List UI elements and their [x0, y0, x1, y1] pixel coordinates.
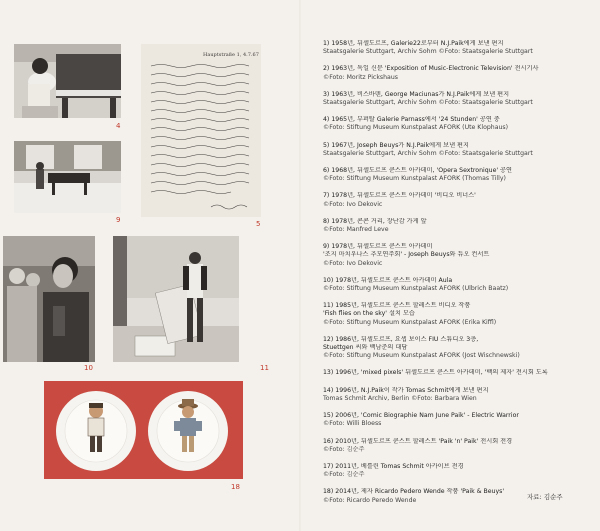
caption-title: 4) 1965년, 부퍼탈 Galerie Parnass에서 '24 Stunden' 공연 중	[323, 116, 500, 124]
caption-item	[323, 243, 585, 268]
caption-title-line2: 'Fish flies on the sky' 설치 모습	[323, 310, 415, 318]
caption-title: 12) 1986년, 뒤셀도르프, 요셉 보이스 FIU 스튜디오 3층,	[323, 335, 479, 343]
piano-performance-image	[14, 44, 121, 118]
photo-18	[44, 381, 243, 479]
caption-title: 11) 1985년, 뒤셀도르프 쿤스트 할레스트 비디오 작품	[323, 302, 471, 310]
caption-source: ©Foto: Stiftung Museum Kunstpalast AFORK (Ute Klophaus)	[323, 124, 509, 132]
caption-source: ©Foto: Stiftung Museum Kunstpalast AFORK (Erika Kiffl)	[323, 318, 497, 326]
caption-source: Staatsgalerie Stuttgart, Archiv Sohm ©Foto: Staatsgalerie Stuttgart	[323, 48, 533, 56]
caption-item	[323, 412, 585, 428]
caption-source: ©Foto: Moritz Pickshaus	[323, 73, 398, 81]
photo-number-5: 5	[256, 220, 261, 228]
handwritten-letter-image	[141, 44, 261, 217]
photo-9	[14, 141, 121, 213]
caption-item	[323, 116, 585, 132]
photo-5	[141, 44, 261, 217]
photo-number-10: 10	[84, 364, 93, 372]
photo-4	[14, 44, 121, 118]
caption-source: ©Foto: Stiftung Museum Kunstpalast AFORK (Jost Wischnewski)	[323, 352, 520, 360]
caption-title: 3) 1963년, 비스바덴, George Maciunas가 N.J.Paik에게 보낸 편지	[323, 90, 510, 98]
caption-source: Staatsgalerie Stuttgart, Archiv Sohm ©Foto: Staatsgalerie Stuttgart	[323, 99, 533, 107]
photo-11	[113, 236, 239, 362]
caption-title: 14) 1996년, N.J.Paik이 작가 Tomas Schmit에게 보낸 편지	[323, 386, 489, 394]
photo-number-9: 9	[116, 216, 121, 224]
caption-title: 13) 1996년, 'mixed pixels' 뒤셀도르프 쿤스트 아카데미, '백의 제자' 전시회 도록	[323, 369, 548, 377]
caption-source: ©Foto: Stiftung Museum Kunstpalast AFORK (Ulbrich Baatz)	[323, 285, 509, 293]
photo-number-4: 4	[116, 122, 121, 130]
caption-item	[323, 167, 585, 183]
photo-number-18: 18	[231, 483, 240, 491]
paik-beuys-plates-image	[44, 381, 243, 479]
caption-source: ©Foto: 김순주	[323, 471, 365, 479]
photo-number-11: 11	[260, 364, 269, 372]
caption-item	[323, 40, 585, 56]
caption-item	[323, 438, 585, 454]
caption-title: 16) 2010년, 뒤셀도르프 쿤스트 할레스트 'Paik 'n' Paik' 전시회 전경	[323, 437, 513, 445]
source-credit: 자료: 김순주	[527, 493, 563, 501]
caption-item	[323, 463, 585, 479]
caption-source: ©Foto: Stiftung Museum Kunstpalast AFORK (Thomas Tilly)	[323, 175, 506, 183]
page-fold	[299, 0, 301, 531]
caption-source: ©Foto: Ivo Dekovic	[323, 200, 383, 208]
caption-item	[323, 91, 585, 107]
caption-title: 2) 1963년, 독일 신문 'Exposition of Music-Electronic Television' 전시기사	[323, 65, 539, 73]
installation-image	[113, 236, 239, 362]
caption-title: 18) 2014년, 제자 Ricardo Pedero Wende 작품 'Paik & Beuys'	[323, 488, 505, 496]
caption-source: ©Foto: 김순주	[323, 445, 365, 453]
caption-item	[323, 277, 585, 293]
caption-item	[323, 387, 585, 403]
caption-title: 5) 1967년, Joseph Beuys가 N.J.Paik에게 보낸 편지	[323, 141, 469, 149]
caption-source: Tomas Schmit Archiv, Berlin ©Foto: Barbara Wien	[323, 394, 477, 402]
caption-source: Staatsgalerie Stuttgart, Archiv Sohm ©Foto: Staatsgalerie Stuttgart	[323, 149, 533, 157]
caption-title-line2: Stuettgen 씨와 백남준의 대담	[323, 344, 408, 352]
caption-item	[323, 336, 585, 361]
caption-item	[323, 65, 585, 81]
caption-title: 8) 1978년, 콘콘 거리, 장난감 가게 앞	[323, 217, 427, 225]
caption-list	[323, 40, 585, 514]
caption-title-line2: '조지 마치우나스 추모연주회' - Joseph Beuys와 듀오 컨서트	[323, 251, 490, 259]
caption-source: ©Foto: Ivo Dekovic	[323, 259, 383, 267]
caption-source: ©Foto: Willi Bloess	[323, 420, 382, 428]
caption-item	[323, 192, 585, 208]
caption-source: ©Foto: Ricardo Peredo Wende	[323, 496, 417, 504]
caption-item	[323, 142, 585, 158]
caption-item	[323, 369, 585, 377]
caption-item	[323, 218, 585, 234]
caption-title: 7) 1978년, 뒤셀도르프 쿤스트 아카데미 '비디오 비너스'	[323, 192, 476, 200]
caption-title: 9) 1978년, 뒤셀도르프 쿤스트 아카데미	[323, 243, 433, 251]
caption-title: 6) 1968년, 뒤셀도르프 쿤스트 아카데미, 'Opera Sextronique' 공연	[323, 167, 512, 175]
caption-title: 17) 2011년, 베를린 Tomas Schmit 아카이브 전경	[323, 462, 464, 470]
caption-source: ©Foto: Manfred Leve	[323, 226, 389, 234]
caption-title: 15) 2006년, 'Comic Biographie Nam June Paik' - Electric Warrior	[323, 412, 519, 420]
caption-title: 10) 1978년, 뒤셀도르프 쿤스트 아카데미 Aula	[323, 276, 453, 284]
audience-image	[3, 236, 95, 362]
concert-hall-image	[14, 141, 121, 213]
caption-item	[323, 302, 585, 327]
photo-10	[3, 236, 95, 362]
caption-title: 1) 1958년, 뒤셀도르프, Galerie22로부터 N.J.Paik에게 보낸 편지	[323, 40, 504, 47]
letter-header: Hauptstraße 1, 4.7.67	[203, 52, 259, 58]
